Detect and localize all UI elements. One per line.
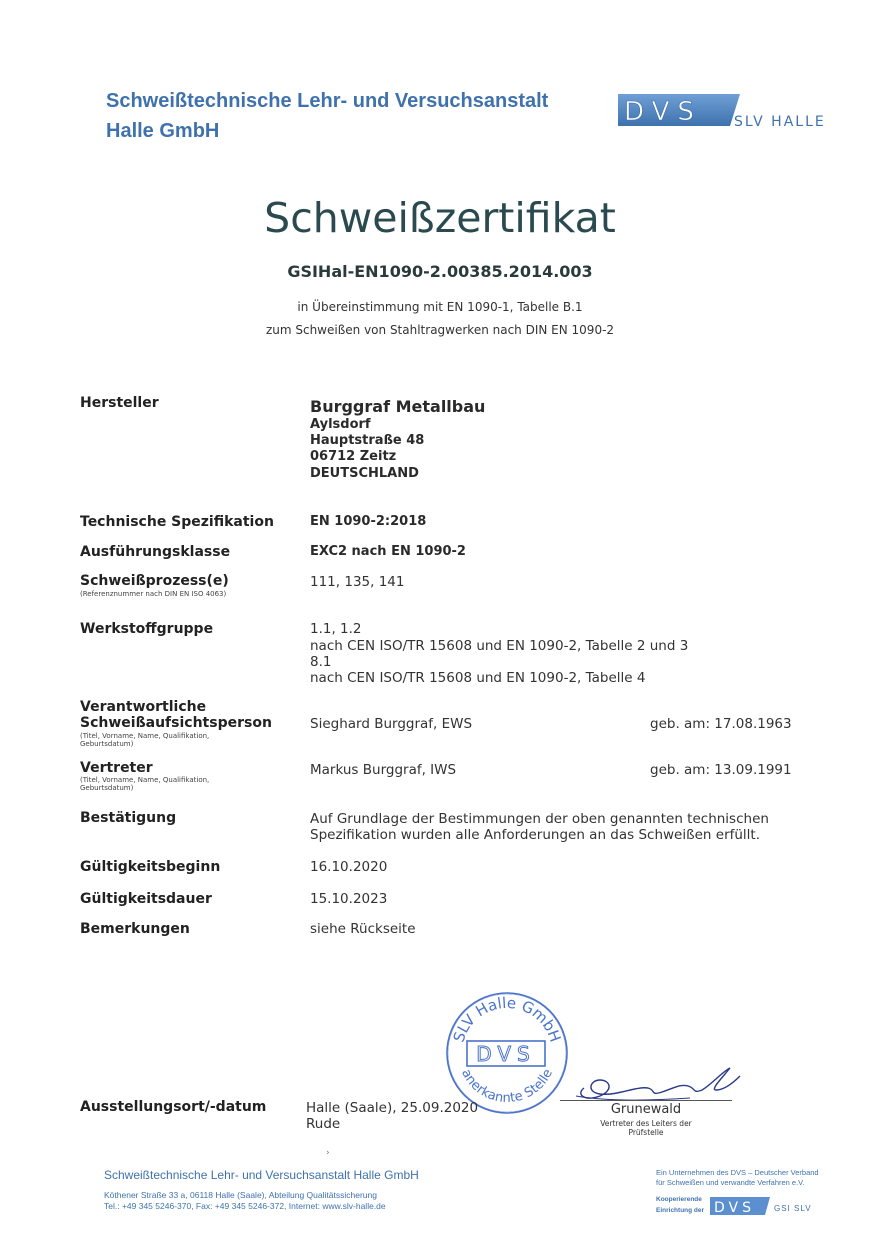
issue-place-date: Halle (Saale), 25.09.2020: [306, 1100, 479, 1116]
svg-text:SLV Halle GmbH: [450, 994, 565, 1045]
label-exec-class: Ausführungsklasse: [80, 544, 231, 560]
footer-gsi-label: GSI SLV: [774, 1204, 812, 1213]
deputy-dob: geb. am: 13.09.1991: [650, 762, 792, 778]
signatory-name: Grunewald: [610, 1102, 682, 1117]
supervisor-note1: (Titel, Vorname, Name, Qualifikation,: [80, 732, 210, 740]
stamp-letters: DVS: [476, 1042, 536, 1066]
stamp-graphic: [444, 990, 570, 1116]
subtitle-line2: zum Schweißen von Stahltragwerken nach DIN EN 1090-2: [265, 323, 615, 337]
material-line4: nach CEN ISO/TR 15608 und EN 1090-2, Tabelle 4: [310, 670, 646, 686]
address-line4: DEUTSCHLAND: [310, 466, 419, 481]
address-line2: Hauptstraße 48: [310, 433, 425, 448]
deputy-note2: Geburtsdatum): [80, 784, 134, 792]
org-name-line1: Schweißtechnische Lehr- und Versuchsanstalt: [106, 90, 549, 112]
footer-coop-line1: Kooperierende: [656, 1196, 702, 1203]
tech-spec-value: EN 1090-2:2018: [310, 514, 427, 529]
label-remarks: Bemerkungen: [80, 921, 190, 937]
signatory-role-line2: Prüfstelle: [628, 1128, 664, 1137]
material-line1: 1.1, 1.2: [310, 621, 362, 637]
label-valid-until: Gültigkeitsdauer: [80, 891, 212, 907]
footer-org: Schweißtechnische Lehr- und Versuchsanstalt Halle GmbH: [104, 1168, 419, 1182]
subtitle-line1: in Übereinstimmung mit EN 1090-1, Tabelle B.1: [297, 300, 583, 314]
manufacturer-name: Burggraf Metallbau: [310, 397, 486, 416]
stamp-bottom-text: anerkannte Stelle: [458, 1066, 556, 1107]
deputy-name: Markus Burggraf, IWS: [310, 762, 457, 778]
process-note: (Referenznummer nach DIN EN ISO 4063): [80, 590, 227, 598]
remarks-value: siehe Rückseite: [310, 921, 416, 937]
process-value: 111, 135, 141: [310, 574, 405, 590]
footer-coop-line2: Einrichtung der: [656, 1207, 705, 1214]
label-deputy: Vertreter: [80, 760, 153, 776]
certificate-number: GSIHal-EN1090-2.00385.2014.003: [287, 262, 593, 281]
footer-mark: ›: [326, 1148, 330, 1158]
stamp-top-text: SLV Halle GmbH: [449, 993, 565, 1045]
label-confirmation: Bestätigung: [80, 810, 177, 826]
logo-suffix: SLV HALLE: [734, 114, 826, 130]
label-issue: Ausstellungsort/-datum: [80, 1099, 267, 1115]
address-line3: 06712 Zeitz: [310, 449, 397, 464]
valid-until-value: 15.10.2023: [310, 891, 388, 907]
dvs-logo-letters: DVS: [624, 97, 702, 127]
issuer-name: Rude: [306, 1116, 341, 1132]
label-hersteller: Hersteller: [80, 395, 159, 411]
label-tech-spec: Technische Spezifikation: [80, 514, 274, 530]
material-line2: nach CEN ISO/TR 15608 und EN 1090-2, Tabelle 2 und 3: [310, 638, 689, 654]
confirmation-line2: Spezifikation wurden alle Anforderungen an das Schweißen erfüllt.: [310, 827, 761, 843]
official-stamp: [444, 990, 570, 1116]
address-line1: Aylsdorf: [310, 417, 371, 432]
label-supervisor-line2: Schweißaufsichtsperson: [80, 715, 272, 731]
deputy-note1: (Titel, Vorname, Name, Qualifikation,: [80, 776, 210, 784]
footer-right-line2: für Schweißen und verwandte Verfahren e.V.: [656, 1178, 805, 1187]
org-name-line2: Halle GmbH: [106, 120, 220, 142]
footer-contact: Tel.: +49 345 5246-370, Fax: +49 345 5246-372, Internet: www.slv-halle.de: [104, 1201, 386, 1211]
material-line3: 8.1: [310, 654, 332, 670]
footer-dvs-letters: DVS: [714, 1200, 755, 1216]
valid-from-value: 16.10.2020: [310, 859, 388, 875]
label-supervisor-line1: Verantwortliche: [80, 699, 207, 715]
supervisor-dob: geb. am: 17.08.1963: [650, 716, 792, 732]
footer-dvs-logo: [710, 1196, 770, 1216]
label-process: Schweißprozess(e): [80, 573, 229, 589]
document-title: Schweißzertifikat: [264, 194, 616, 242]
supervisor-name: Sieghard Burggraf, EWS: [310, 716, 473, 732]
confirmation-line1: Auf Grundlage der Bestimmungen der oben genannten technischen: [310, 811, 769, 827]
footer-address: Köthener Straße 33 a, 06118 Halle (Saale), Abteilung Qualitätssicherung: [104, 1190, 377, 1200]
supervisor-note2: Geburtsdatum): [80, 740, 134, 748]
signature-line: [560, 1100, 732, 1101]
signatory-role-line1: Vertreter des Leiters der: [600, 1119, 692, 1128]
footer-right-line1: Ein Unternehmen des DVS – Deutscher Verband: [656, 1168, 819, 1177]
label-valid-from: Gültigkeitsbeginn: [80, 859, 221, 875]
footer-dvs-logo-graphic: [710, 1196, 770, 1216]
exec-class-value: EXC2 nach EN 1090-2: [310, 544, 466, 559]
label-material: Werkstoffgruppe: [80, 621, 214, 637]
